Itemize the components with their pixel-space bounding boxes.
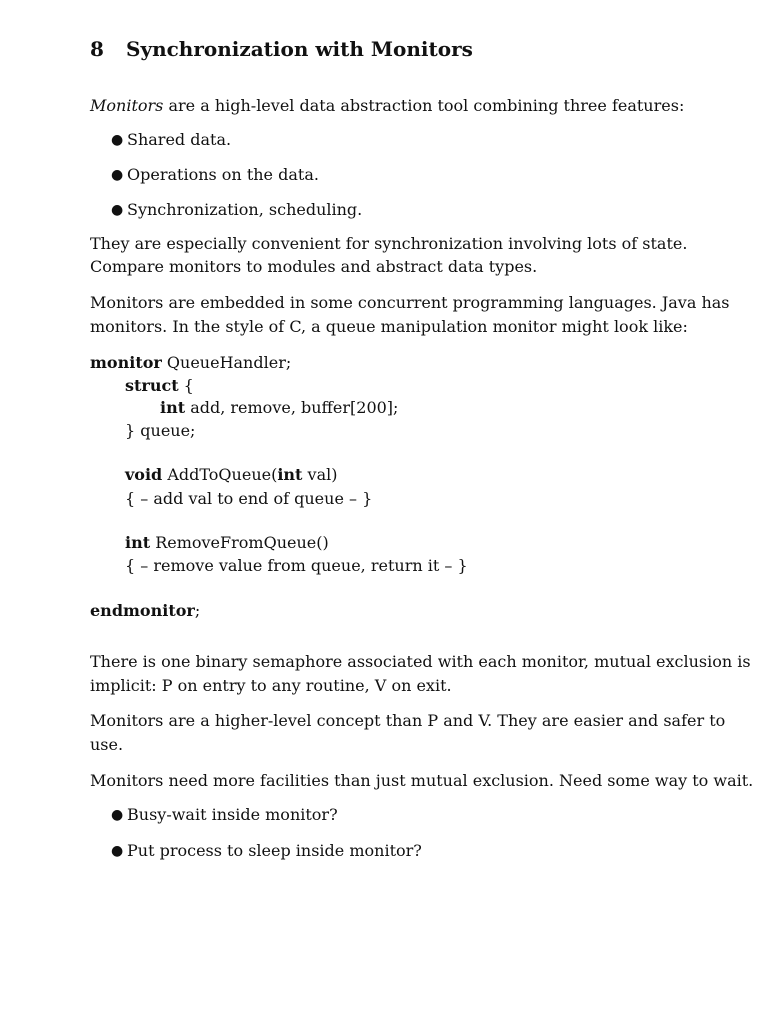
code-line-struct-close: } queue;	[125, 421, 196, 440]
intro-text: are a high-level data abstraction tool combining three features:	[163, 96, 685, 115]
paragraph-line: Monitors are embedded in some concurrent programming languages. Java has	[90, 293, 730, 312]
code-text: {	[178, 376, 194, 395]
code-line-monitor	[90, 351, 291, 375]
bullet-icon: ●	[111, 843, 124, 859]
paragraph-line: Monitors need more facilities than just mutual exclusion. Need some way to wait.	[90, 771, 754, 790]
code-keyword: monitor	[90, 353, 162, 372]
code-keyword: int	[125, 533, 151, 552]
code-text: AddToQueue(	[162, 465, 278, 484]
code-line-addtoqueue	[125, 463, 337, 487]
code-keyword: endmonitor	[90, 601, 195, 620]
code-keyword: struct	[125, 376, 179, 395]
bullet-icon: ●	[111, 202, 124, 218]
code-line-removefromqueue	[125, 531, 329, 555]
code-line-fields	[160, 396, 398, 420]
wait-option-item: Busy-wait inside monitor?	[127, 805, 338, 824]
section-title: Synchronization with Monitors	[126, 37, 473, 61]
feature-item: Operations on the data.	[127, 165, 319, 184]
code-keyword: int	[277, 465, 303, 484]
intro-term: Monitors	[90, 96, 164, 115]
code-line-remove-body: { – remove value from queue, return it – }	[125, 556, 468, 575]
paragraph-line: implicit: P on entry to any routine, V on exit.	[90, 676, 452, 695]
wait-option-item: Put process to sleep inside monitor?	[127, 841, 422, 860]
intro-paragraph	[90, 94, 684, 118]
paragraph-line: Compare monitors to modules and abstract data types.	[90, 257, 538, 276]
paragraph-line: Monitors are a higher-level concept than P and V. They are easier and safer to	[90, 711, 726, 730]
code-text: QueueHandler;	[161, 353, 292, 372]
paragraph-line: use.	[90, 735, 124, 754]
bullet-icon: ●	[111, 132, 124, 148]
paragraph-line: monitors. In the style of C, a queue manipulation monitor might look like:	[90, 317, 688, 336]
code-line-struct	[125, 374, 194, 398]
bullet-icon: ●	[111, 807, 124, 823]
feature-item: Synchronization, scheduling.	[127, 200, 363, 219]
paragraph-line: They are especially convenient for synchronization involving lots of state.	[90, 234, 688, 253]
code-line-add-body: { – add val to end of queue – }	[125, 489, 373, 508]
code-keyword: int	[160, 398, 186, 417]
bullet-icon: ●	[111, 167, 124, 183]
code-text: RemoveFromQueue()	[150, 533, 329, 552]
paragraph-line: There is one binary semaphore associated with each monitor, mutual exclusion is	[90, 652, 751, 671]
code-text: val)	[302, 465, 338, 484]
section-heading	[90, 37, 473, 61]
code-text: add, remove, buffer[200];	[185, 398, 399, 417]
section-number: 8	[90, 37, 104, 61]
code-keyword: void	[125, 465, 163, 484]
code-line-endmonitor	[90, 599, 200, 623]
feature-item: Shared data.	[127, 130, 232, 149]
code-text: ;	[194, 601, 201, 620]
